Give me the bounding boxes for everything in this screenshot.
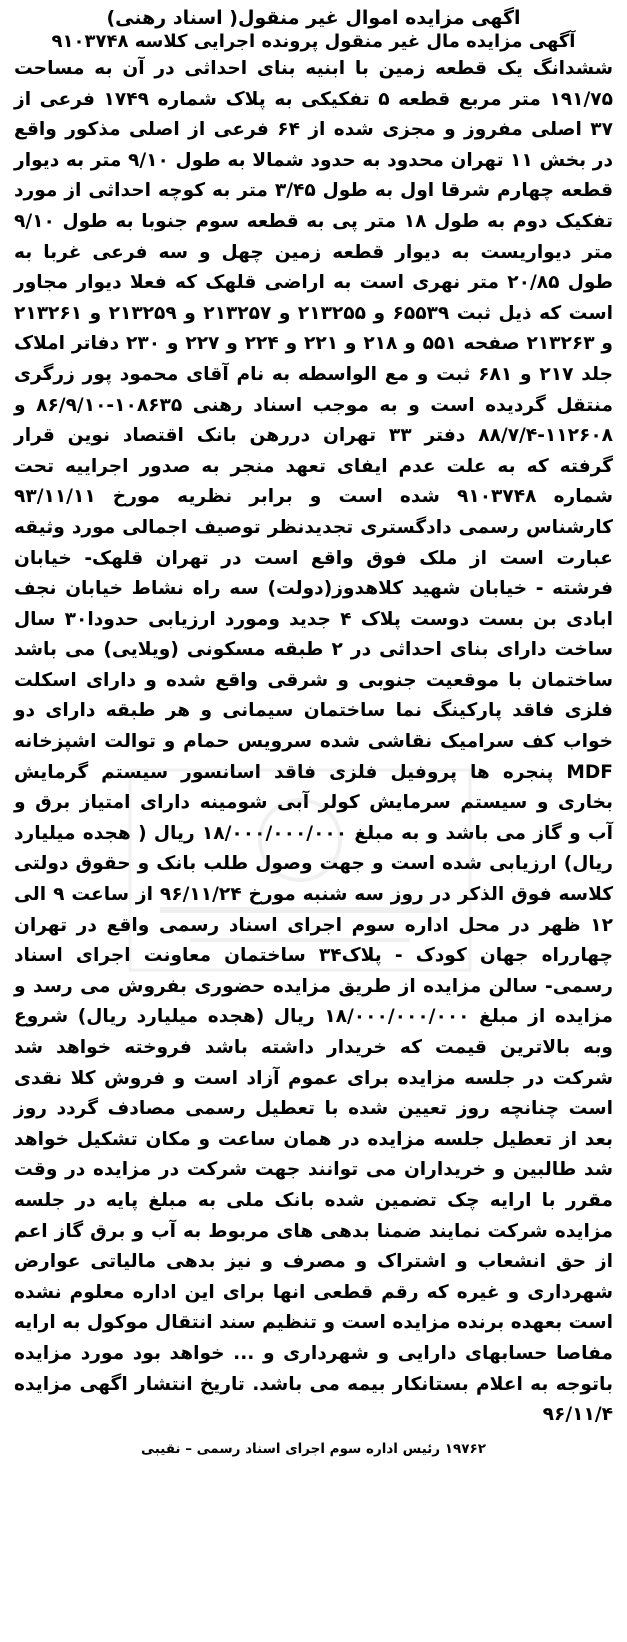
notice-body: ششدانگ یک قطعه زمین با ابنیه بنای احداثی در آن به مساحت ۱۹۱/۷۵ متر مربع قطعه ۵ تفکیکی به پلاک شماره ۱۷۴۹ فرعی از ۳۷ اصلی مفروز و مجزی شده از ۶۴ فرعی از اصلی مذکور واقع در بخش ۱۱ تهران محدود به حدود شمالا به طول ۹/۱۰ متر به دیوار قطعه چهارم شرقا اول به طول ۳/۴۵ متر به کوچه احداثی از مورد تفکیک دوم به طول ۱۸ متر پی به قطعه سوم جنوبا به طول ۹/۱۰ متر دیواریست به دیوار قطعه زمین چهل و سه فرعی غربا به طول ۲۰/۸۵ متر نهری است به اراضی قلهک که فعلا دیوار مجاور است که ذیل ثبت ۶۵۵۳۹ و ۲۱۳۲۵۵ و ۲۱۳۲۵۷ و ۲۱۳۲۵۹ و ۲۱۳۲۶۱ و ۲۱۳۲۶۳ صفحه ۵۵۱ و ۲۱۸ و ۲۲۱ و ۲۲۴ و ۲۲۷ و ۲۳۰ دفاتر املاک جلد ۲۱۷ و ۶۸۱ ثبت و مع الواسطه به نام آقای محمود پور زرگری منتقل گردیده است و به موجب اسناد رهنی ۱۰۸۶۳۵-۸۶/۹/۱۰ و ۱۱۲۶۰۸-۸۸/۷/۴ دفتر ۳۳ تهران دررهن بانک اقتصاد نوین قرار گرفته که به علت عدم ایفای تعهد منجر به صدور اجراییه تحت شماره ۹۱۰۳۷۴۸ شده است و برابر نظریه مورخ ۹۳/۱۱/۱۱ کارشناس رسمی دادگستری تجدیدنظر توصیف اجمالی مورد وثیقه عبارت است از ملک فوق واقع است در تهران قلهک- خیابان فرشته - خیابان شهید کلاهدوز(دولت) سه راه نشاط خیابان نجف ابادی بن بست دوست پلاک ۴ جدید ومورد ارزیابی حدودا۳۰ سال ساخت دارای بنای احداثی در ۲ طبقه مسکونی (ویلایی) می باشد ساختمان با موقعیت جنوبی و شرقی واقع شده و دارای اسکلت فلزی فاقد پارکینگ نما ساختمان سیمانی و هر طبقه دارای دو خواب کف سرامیک نقاشی شده سرویس حمام و توالت اشپزخانه MDF پنجره ها پروفیل فلزی فاقد اسانسور سیستم گرمایش بخاری و سیستم سرمایش کولر آبی شومینه دارای امتیاز برق و آب و گاز می باشد و به مبلغ ۱۸/۰۰۰/۰۰۰/۰۰۰ ریال ( هجده میلیارد ریال) ارزیابی شده است و جهت وصول طلب بانک و حقوق دولتی کلاسه فوق الذکر در روز سه شنبه مورخ ۹۶/۱۱/۲۴ از ساعت ۹ الی ۱۲ ظهر در محل اداره سوم اجرای اسناد رسمی واقع در تهران چهارراه جهان کودک - پلاک۳۴ ساختمان معاونت اجرای اسناد رسمی- سالن مزایده از طریق مزایده حضوری بفروش می رسد و مزایده از مبلغ ۱۸/۰۰۰/۰۰۰/۰۰۰ ریال (هجده میلیارد ریال) شروع وبه بالاترین قیمت که خریدار داشته باشد فروخته خواهد شد شرکت در جلسه مزایده برای عموم آزاد است و فروش کلا نقدی است چنانچه روز تعیین شده با تعطیل رسمی مصادف گردد روز بعد از تعطیل جلسه مزایده در همان ساعت و مکان تشکیل خواهد شد طالبین و خریداران می توانند جهت شرکت در مزایده در وقت مقرر با ارایه چک تضمین شده بانک ملی به مبلغ پایه در جلسه مزایده شرکت نمایند ضمنا بدهی های مربوط به آب و برق گاز اعم از حق انشعاب و اشتراک و مصرف و نیز بدهی مالیاتی عوارض شهرداری و غیره که رقم قطعی انها برای این اداره معلوم نشده است بعهده برنده مزایده است و تنظیم سند انتقال موکول به ارایه مفاصا حسابهای دارایی و شهرداری و ... خواهد بود مورد مزایده باتوجه به اعلام بستانکار بیمه می باشد. تاریخ انتشار اگهی مزایده ۹۶/۱۱/۴ xyxy=(14,58,614,1426)
notice-subtitle: آگهی مزایده مال غیر منقول پرونده اجرایی کلاسه ۹۱۰۳۷۴۸ xyxy=(51,31,576,52)
notice-title: اگهی مزایده اموال غیر منقول( اسناد رهنی) xyxy=(106,7,521,29)
notice-footer: ۱۹۷۶۲ رئیس اداره سوم اجرای اسناد رسمی – نقیبی xyxy=(141,1440,486,1457)
